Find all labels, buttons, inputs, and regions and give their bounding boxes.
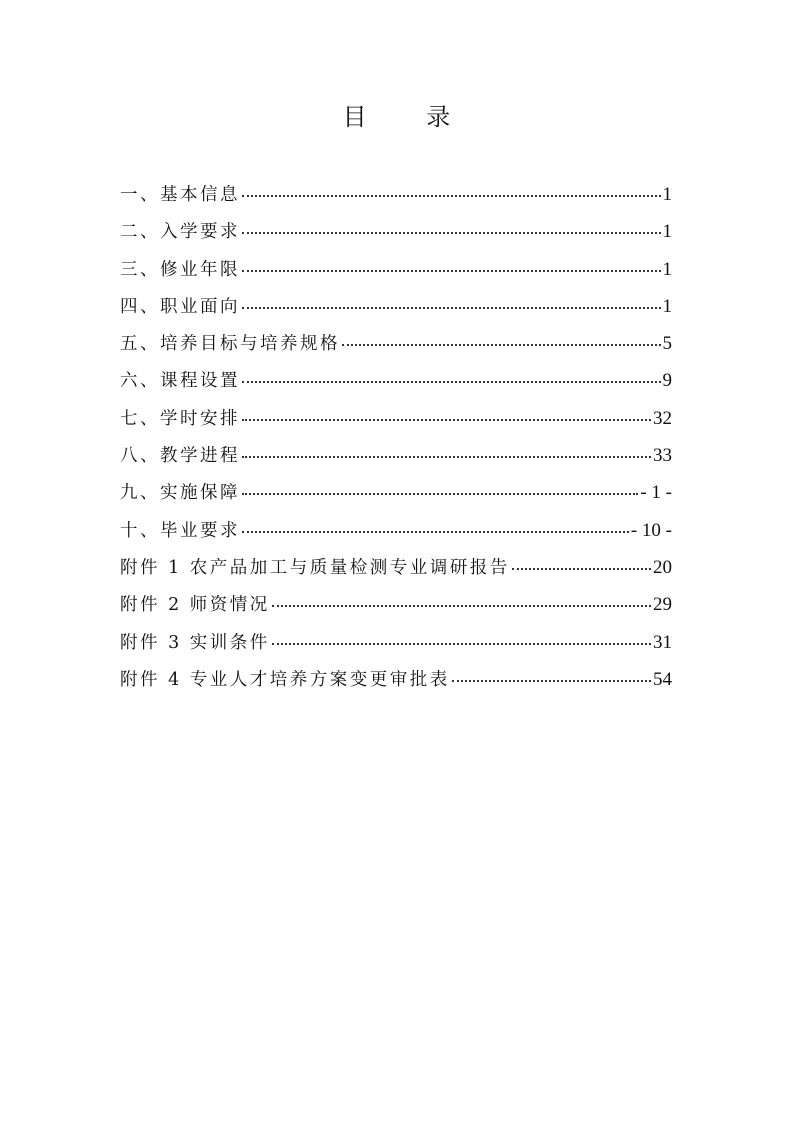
toc-page-number: 20 (653, 556, 672, 578)
toc-page-number: 5 (662, 333, 672, 355)
toc-leader-dots (452, 665, 651, 685)
toc-leader-dots (242, 366, 661, 386)
toc-entry-basic-info[interactable] (120, 176, 672, 213)
toc-entry-label: 四、职业面向 (120, 296, 240, 317)
toc-page-number: 1 (662, 221, 672, 243)
toc-page-number: 32 (653, 407, 672, 429)
toc-page-number: - 1 - (640, 482, 672, 504)
toc-entry-label: 六、课程设置 (120, 371, 240, 392)
toc-entry-label: 八、教学进程 (120, 446, 240, 467)
toc-entry-curriculum[interactable] (120, 362, 672, 399)
table-of-contents (120, 176, 672, 698)
toc-entry-appendix-2[interactable] (120, 586, 672, 623)
toc-entry-label: 附件 1 农产品加工与质量检测专业调研报告 (120, 557, 510, 578)
toc-entry-training-goals[interactable] (120, 325, 672, 362)
toc-entry-teaching-schedule[interactable] (120, 437, 672, 474)
toc-entry-label: 附件 3 实训条件 (120, 632, 270, 653)
toc-entry-label: 九、实施保障 (120, 483, 240, 504)
toc-leader-dots (242, 180, 661, 200)
toc-entry-label: 十、毕业要求 (120, 520, 240, 541)
toc-leader-dots (242, 478, 638, 498)
toc-entry-study-duration[interactable] (120, 251, 672, 288)
toc-entry-appendix-1[interactable] (120, 549, 672, 586)
toc-leader-dots (272, 628, 651, 648)
toc-entry-class-hours[interactable] (120, 400, 672, 437)
toc-page-number: - 10 - (630, 519, 672, 541)
toc-entry-label: 三、修业年限 (120, 259, 240, 280)
toc-entry-label: 附件 2 师资情况 (120, 595, 270, 616)
toc-page-number: 1 (662, 295, 672, 317)
toc-leader-dots (342, 329, 661, 349)
toc-entry-appendix-4[interactable] (120, 661, 672, 698)
toc-page-number: 33 (653, 445, 672, 467)
toc-entry-label: 附件 4 专业人才培养方案变更审批表 (120, 669, 450, 690)
toc-entry-graduation[interactable] (120, 512, 672, 549)
toc-entry-label: 一、基本信息 (120, 185, 240, 205)
toc-leader-dots (242, 404, 651, 424)
toc-leader-dots (272, 590, 651, 610)
toc-leader-dots (242, 516, 629, 536)
toc-entry-implementation[interactable] (120, 474, 672, 511)
toc-page-number: 29 (653, 594, 672, 616)
toc-entry-label: 七、学时安排 (120, 408, 240, 429)
toc-page-number: 1 (662, 258, 672, 280)
toc-page-number: 1 (662, 184, 672, 205)
toc-entry-appendix-3[interactable] (120, 624, 672, 661)
page-title: 目 录 (342, 103, 477, 131)
toc-page-number: 31 (653, 631, 672, 653)
toc-leader-dots (512, 553, 651, 573)
toc-entry-admission[interactable] (120, 213, 672, 250)
toc-entry-label: 五、培养目标与培养规格 (120, 334, 340, 355)
toc-leader-dots (242, 441, 651, 461)
toc-leader-dots (242, 292, 661, 312)
toc-entry-label: 二、入学要求 (120, 222, 240, 243)
toc-entry-career[interactable] (120, 288, 672, 325)
toc-leader-dots (242, 217, 661, 237)
toc-page-number: 9 (662, 370, 672, 392)
toc-leader-dots (242, 255, 661, 275)
toc-page-number: 54 (653, 668, 672, 690)
